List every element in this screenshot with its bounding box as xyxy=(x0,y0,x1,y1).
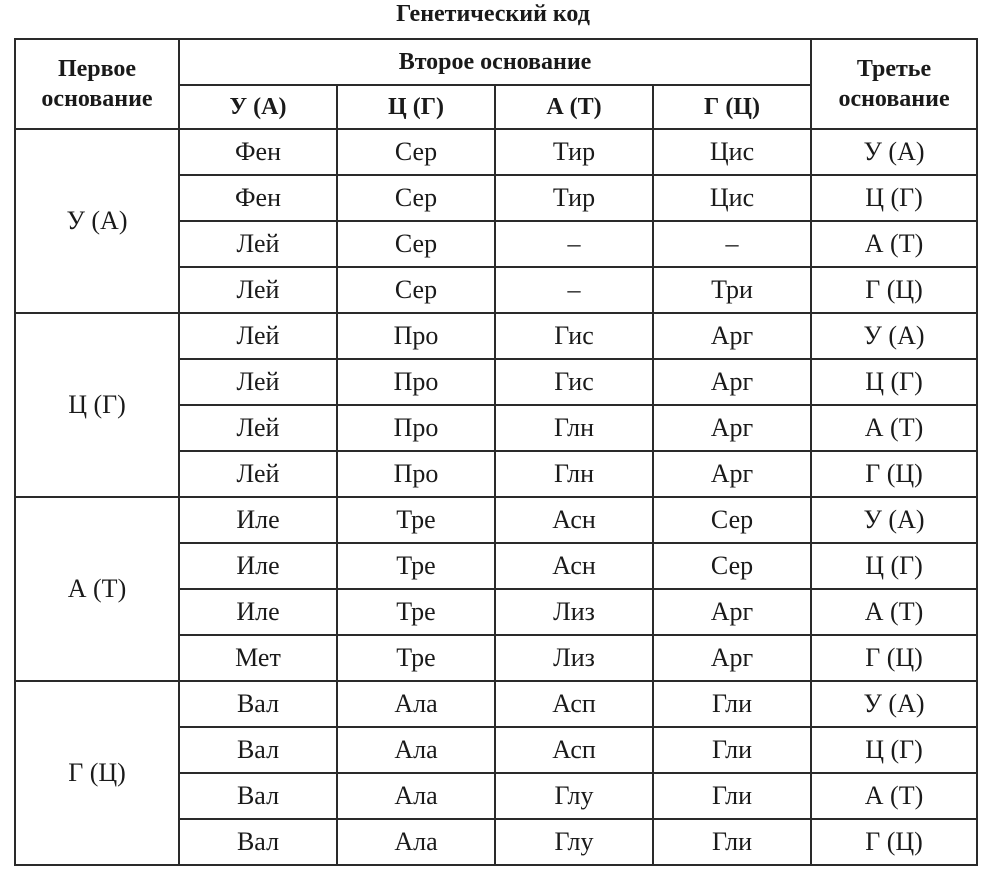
amino-acid-cell: Лей xyxy=(179,359,337,405)
amino-acid-cell: Асп xyxy=(495,681,653,727)
amino-acid-cell: Сер xyxy=(337,129,495,175)
header-third-base: Третье основание xyxy=(811,39,977,129)
amino-acid-cell: Про xyxy=(337,313,495,359)
third-base-cell: Ц (Г) xyxy=(811,175,977,221)
table-title: Генетический код xyxy=(396,1,590,27)
amino-acid-cell: Гли xyxy=(653,727,811,773)
third-base-cell: У (А) xyxy=(811,681,977,727)
amino-acid-cell: Лей xyxy=(179,267,337,313)
third-base-cell: А (Т) xyxy=(811,221,977,267)
header-first-base: Первое основание xyxy=(15,39,179,129)
amino-acid-cell: Ала xyxy=(337,819,495,865)
amino-acid-cell: Тир xyxy=(495,129,653,175)
amino-acid-cell: Цис xyxy=(653,175,811,221)
amino-acid-cell: Арг xyxy=(653,635,811,681)
amino-acid-cell: Арг xyxy=(653,405,811,451)
amino-acid-cell: Лей xyxy=(179,221,337,267)
amino-acid-cell: Глу xyxy=(495,773,653,819)
third-base-cell: А (Т) xyxy=(811,773,977,819)
amino-acid-cell: Тре xyxy=(337,497,495,543)
amino-acid-cell: Глу xyxy=(495,819,653,865)
amino-acid-cell: Асп xyxy=(495,727,653,773)
amino-acid-cell: Гис xyxy=(495,359,653,405)
second-base-col-0: У (А) xyxy=(179,85,337,129)
amino-acid-cell: Арг xyxy=(653,589,811,635)
third-base-cell: У (А) xyxy=(811,129,977,175)
amino-acid-cell: Сер xyxy=(337,267,495,313)
table-row xyxy=(15,681,977,727)
amino-acid-cell: Глн xyxy=(495,405,653,451)
amino-acid-cell: – xyxy=(653,221,811,267)
amino-acid-cell: Лей xyxy=(179,313,337,359)
amino-acid-cell: Иле xyxy=(179,589,337,635)
third-base-cell: Г (Ц) xyxy=(811,819,977,865)
amino-acid-cell: Три xyxy=(653,267,811,313)
amino-acid-cell: Про xyxy=(337,451,495,497)
table-body xyxy=(15,129,977,865)
amino-acid-cell: Сер xyxy=(653,497,811,543)
amino-acid-cell: Лиз xyxy=(495,635,653,681)
amino-acid-cell: Цис xyxy=(653,129,811,175)
third-base-cell: А (Т) xyxy=(811,589,977,635)
amino-acid-cell: Иле xyxy=(179,543,337,589)
table-row xyxy=(15,497,977,543)
table-row xyxy=(15,313,977,359)
amino-acid-cell: – xyxy=(495,221,653,267)
amino-acid-cell: Ала xyxy=(337,681,495,727)
amino-acid-cell: Лиз xyxy=(495,589,653,635)
amino-acid-cell: Гли xyxy=(653,819,811,865)
amino-acid-cell: Тре xyxy=(337,543,495,589)
third-base-cell: А (Т) xyxy=(811,405,977,451)
header-second-base: Второе основание xyxy=(179,39,811,85)
amino-acid-cell: Фен xyxy=(179,175,337,221)
amino-acid-cell: Асн xyxy=(495,497,653,543)
amino-acid-cell: Вал xyxy=(179,681,337,727)
second-base-col-1: Ц (Г) xyxy=(337,85,495,129)
amino-acid-cell: Ала xyxy=(337,727,495,773)
second-base-col-2: А (Т) xyxy=(495,85,653,129)
third-base-cell: У (А) xyxy=(811,313,977,359)
third-base-cell: Ц (Г) xyxy=(811,359,977,405)
third-base-cell: Г (Ц) xyxy=(811,267,977,313)
amino-acid-cell: Лей xyxy=(179,405,337,451)
amino-acid-cell: Вал xyxy=(179,727,337,773)
amino-acid-cell: Сер xyxy=(653,543,811,589)
first-base-cell: Ц (Г) xyxy=(15,313,179,497)
amino-acid-cell: Гли xyxy=(653,681,811,727)
amino-acid-cell: Тре xyxy=(337,589,495,635)
third-base-cell: Ц (Г) xyxy=(811,727,977,773)
amino-acid-cell: Сер xyxy=(337,175,495,221)
genetic-code-table xyxy=(14,38,978,866)
first-base-cell: А (Т) xyxy=(15,497,179,681)
amino-acid-cell: Про xyxy=(337,359,495,405)
third-base-cell: Г (Ц) xyxy=(811,451,977,497)
amino-acid-cell: Фен xyxy=(179,129,337,175)
third-base-cell: Ц (Г) xyxy=(811,543,977,589)
amino-acid-cell: Иле xyxy=(179,497,337,543)
first-base-cell: У (А) xyxy=(15,129,179,313)
amino-acid-cell: Глн xyxy=(495,451,653,497)
amino-acid-cell: Мет xyxy=(179,635,337,681)
second-base-col-3: Г (Ц) xyxy=(653,85,811,129)
amino-acid-cell: Лей xyxy=(179,451,337,497)
amino-acid-cell: Вал xyxy=(179,819,337,865)
table-row xyxy=(15,129,977,175)
third-base-cell: Г (Ц) xyxy=(811,635,977,681)
amino-acid-cell: Гис xyxy=(495,313,653,359)
amino-acid-cell: Сер xyxy=(337,221,495,267)
amino-acid-cell: Тре xyxy=(337,635,495,681)
amino-acid-cell: Арг xyxy=(653,359,811,405)
first-base-cell: Г (Ц) xyxy=(15,681,179,865)
amino-acid-cell: – xyxy=(495,267,653,313)
third-base-cell: У (А) xyxy=(811,497,977,543)
amino-acid-cell: Арг xyxy=(653,451,811,497)
amino-acid-cell: Асн xyxy=(495,543,653,589)
amino-acid-cell: Арг xyxy=(653,313,811,359)
amino-acid-cell: Ала xyxy=(337,773,495,819)
amino-acid-cell: Гли xyxy=(653,773,811,819)
amino-acid-cell: Про xyxy=(337,405,495,451)
amino-acid-cell: Вал xyxy=(179,773,337,819)
amino-acid-cell: Тир xyxy=(495,175,653,221)
